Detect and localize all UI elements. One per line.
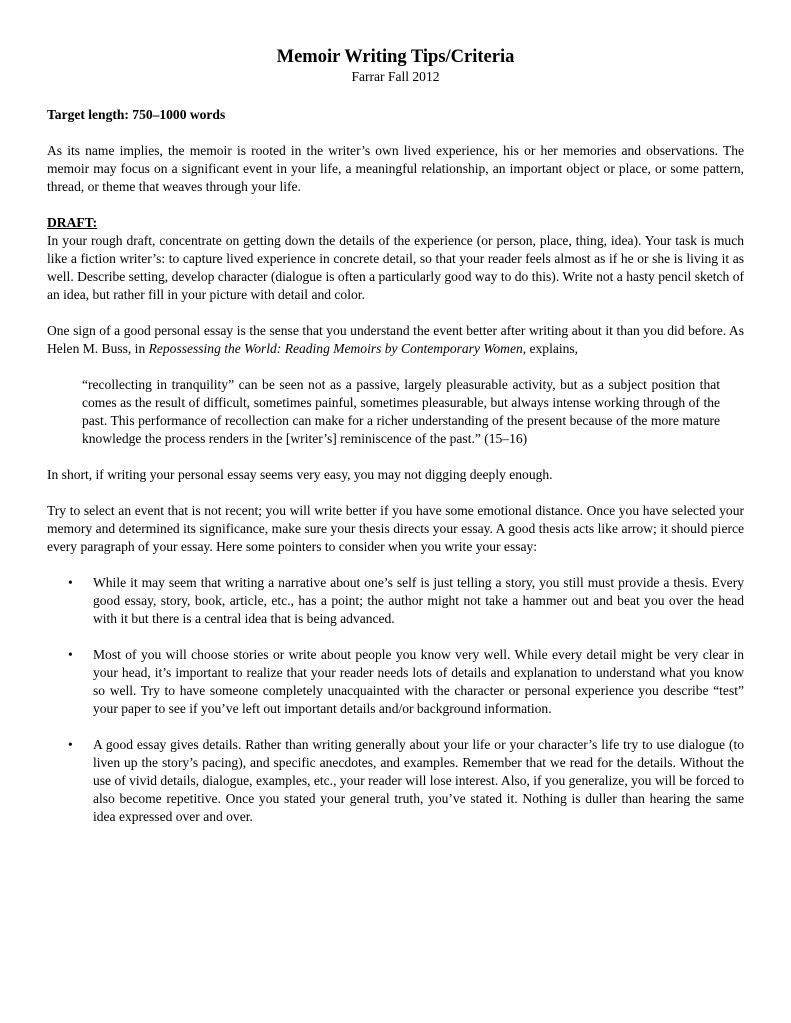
draft-paragraph-3: In short, if writing your personal essay seems very easy, you may not digging deeply enough. xyxy=(47,467,553,482)
list-item-text: While it may seem that writing a narrative about one’s self is just telling a story, you still must provide a thesis. Every good essay, story, book, article, etc., has a point; the author might not take a hammer out and beat you over the head with it but there is a central idea that is being advanced. xyxy=(93,575,744,626)
target-length: Target length: 750–1000 words xyxy=(47,107,226,122)
draft-paragraph-1: In your rough draft, concentrate on getting down the details of the experience (or person, place, thing, idea). Your task is much like a fiction writer’s: to capture lived experience in concrete detail, so that your reader feels almost as if he or she is living it as well. Describe setting, develop character (dialogue is often a particularly good way to do this). Write not a hasty pencil sketch of an idea, but rather fill in your picture with detail and color. xyxy=(47,233,744,302)
draft-paragraph-4: Try to select an event that is not recent; you will write better if you have some emotional distance. Once you have selected your memory and determined its significance, make sure your thesis directs your essay. A good thesis acts like arrow; it should pierce every paragraph of your essay. Here some pointers to consider when you write your essay: xyxy=(47,503,744,554)
list-item-text: Most of you will choose stories or write about people you know very well. While every detail might be very clear in your head, it’s important to realize that your reader needs lots of details and explanation to understand what you know so well. Try to have someone completely unacquainted with the character or personal experience you describe “test” your paper to see if you’ve left out important details and/or background information. xyxy=(93,647,744,716)
list-item xyxy=(47,574,744,628)
draft-paragraph-2-end: , explains, xyxy=(522,341,579,356)
bullet-icon: • xyxy=(68,737,73,752)
page-subtitle: Farrar Fall 2012 xyxy=(351,69,440,84)
page-title: Memoir Writing Tips/Criteria xyxy=(276,47,515,67)
list-item-text: A good essay gives details. Rather than writing generally about your life or your character’s life try to use dialogue (to liven up the story’s pacing), and specific anecdotes, and examples. Remember that we read for the details. Without the use of vivid details, dialogue, examples, etc., your reader will lose interest. Also, if you generalize, you will be forced to also become repetitive. Once you stated your general truth, you’ve stated it. Nothing is duller than hearing the same idea expressed over and over. xyxy=(93,737,744,824)
draft-heading: DRAFT: xyxy=(47,215,98,230)
block-quote: “recollecting in tranquility” can be seen not as a passive, largely pleasurable activity, but as a subject position that comes as the result of difficult, sometimes painful, sometimes pleasurable, but always intense working through of the past. This performance of recollection can make for a richer understanding of the present because of the more mature knowledge the process renders in the [writer’s] reminiscence of the past.” (15–16) xyxy=(82,377,720,446)
draft-paragraph-2 xyxy=(47,322,744,358)
list-item xyxy=(47,646,744,718)
intro-paragraph: As its name implies, the memoir is rooted in the writer’s own lived experience, his or her memories and observations. The memoir may focus on a significant event in your life, a meaningful relationship, an important object or place, or some pattern, thread, or theme that weaves through your life. xyxy=(47,143,744,194)
bullet-icon: • xyxy=(68,575,73,590)
pointer-list xyxy=(47,574,744,826)
bullet-icon: • xyxy=(68,647,73,662)
draft-paragraph-2-start: One sign of a good personal essay is the sense that you understand the event better after writing about it than you did before. As Helen M. Buss, in xyxy=(47,323,744,356)
book-title: Repossessing the World: Reading Memoirs by Contemporary Women xyxy=(148,341,523,356)
list-item xyxy=(47,736,744,826)
